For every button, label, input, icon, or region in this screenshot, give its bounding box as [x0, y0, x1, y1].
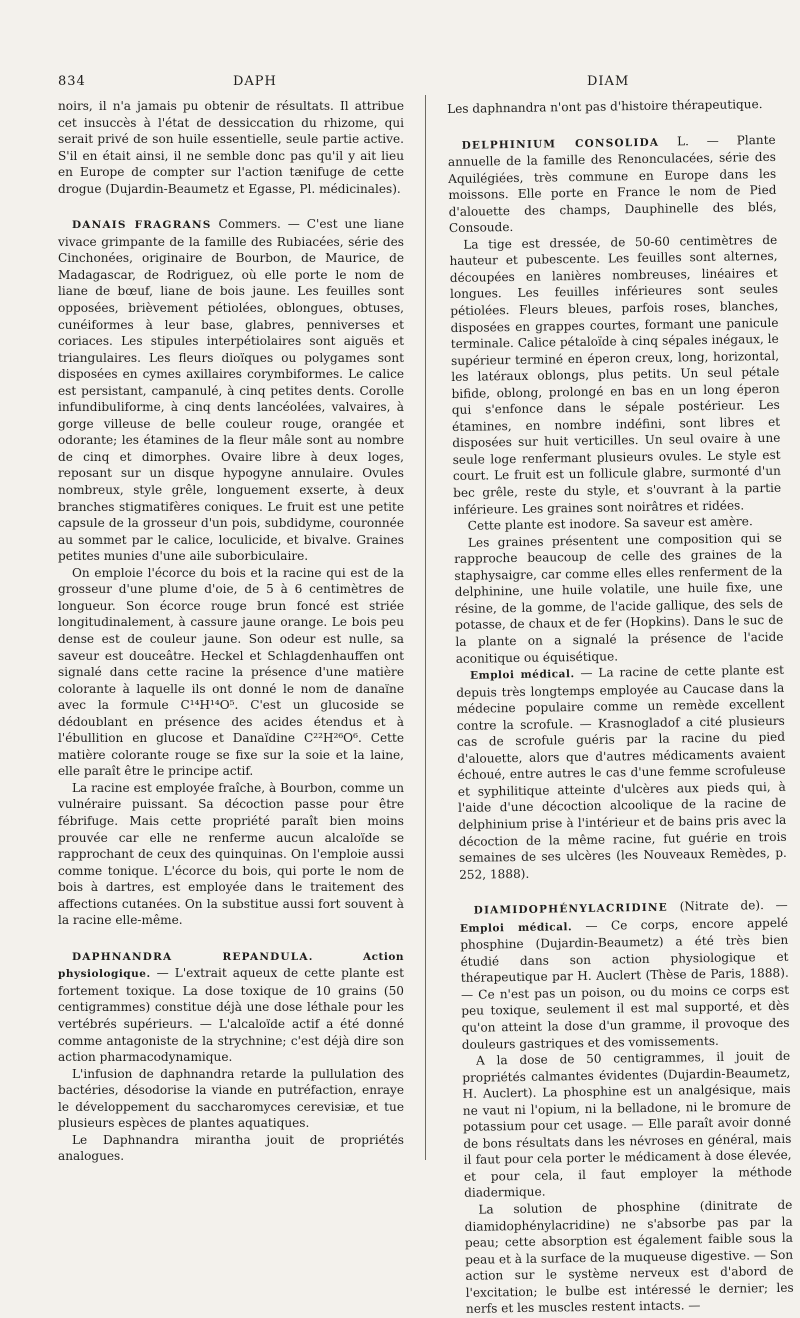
paragraph-text: noirs, il n'a jamais pu obtenir de résultats. Il attribue cet insuccès à l'état de dessiccation du rhizome, qui serait privé de son huile essentielle, seule partie active. S'il en était ainsi, il ne semble donc pas qu'il y ait lieu en Europe de compter sur l'action tænifuge de cette drogue (Dujardin-Beaumetz et Egasse, Pl. médicinales).	[58, 99, 404, 196]
paragraph-text: A la dose de 50 centigrammes, il jouit de propriétés calmantes évidentes (Dujardin-Beaumetz, H. Auclert). La phosphine est un analgésique, mais ne vaut ni l'opium, ni la belladone, ni le bromure de potassium pour cet usage. — Elle paraît avoir donné de bons résultats dans les névroses en général, mais il faut pour cela porter le médicament à dose élevée, et pour cela, il faut employer la méthode diadermique.	[462, 1048, 792, 1201]
running-head-left: DAPH	[233, 74, 277, 89]
paragraph-text: La tige est dressée, de 50-60 centimètres de hauteur et pubescente. Les feuilles sont alternes, découpées en lanières nombreuses, linéaires et longues. Les feuilles inférieures sont seules pétiolées. Fleurs bleues, parfois roses, blanches, disposées en grappes courtes, formant une panicule terminale. Calice pétaloïde à cinq sépales inégaux, le supérieur terminé en éperon creux, long, horizontal, les latéraux oblongs, plus petits. Un seul pétale bifide, oblong, prolongé en bas en un long éperon qui s'enfonce dans le sépale postérieur. Les étamines, en nombre indéfini, sont libres et disposées sur huit verticilles. Un seul ovaire à une seule loge renfermant plusieurs ovules. Le style est court. Le fruit est un follicule glabre, surmonté d'un bec grêle, reste du style, et s'ouvrant à la partie inférieure. Les graines sont noirâtres et ridées.	[449, 232, 782, 517]
paragraph	[58, 780, 404, 929]
dictionary-entry	[460, 897, 790, 1053]
paragraph-text: Cette plante est inodore. Sa saveur est amère.	[467, 514, 753, 533]
column-divider	[425, 95, 426, 1160]
paragraph	[449, 232, 781, 518]
entry-subheading: Action physiologique.	[58, 950, 404, 981]
entry-headword: DANAIS FRAGRANS	[72, 219, 212, 232]
section-heading: Emploi médical.	[469, 668, 575, 682]
paragraph-text: L. — Plante annuelle de la famille des Renonculacées, série des Aquilégiées, très commune en Europe dans les moissons. Elle porte en France le nom de Pied d'alouette des champs, Dauphinelle des blés, Consoude.	[447, 132, 777, 236]
paragraph	[58, 565, 404, 780]
entry-headword: DELPHINIUM CONSOLIDA	[461, 136, 660, 152]
paragraph-text: — L'extrait aqueux de cette plante est fortement toxique. La dose toxique de 10 grains (50 centigrammes) constitue déjà une dose léthale pour les vertébrés supérieurs. — L'alcaloïde actif a été donné comme antagoniste de la strychnine; c'est déjà dire son action pharmacodynamique.	[58, 966, 404, 1065]
paragraph	[462, 1048, 792, 1202]
paragraph-text: Commers. — C'est une liane vivace grimpante de la famille des Rubiacées, série des Cinchonées, originaire de Bourbon, de Maurice, de Madagascar, de Rodriguez, où elle porte le nom de liane de bœuf, liane de bois jaune. Les feuilles sont opposées, brièvement pétiolées, oblongues, obtuses, cunéiformes à leur base, glabres, penniverses et coriaces. Les stipules interpétiolaires sont aiguës et triangulaires. Les fleurs dioïques ou polygames sont disposées en cymes axillaires corymbiformes. Le calice est persistant, campanulé, à cinq petites dents. Corolle infundibuliforme, à cinq dents lancéolées, valvaires, à gorge villeuse de belle couleur rouge, orangée et odorante; les étamines de la fleur mâle sont au nombre de cinq et dimorphes. Ovaire libre à deux loges, reposant sur un disque hypogyne annulaire. Ovules nombreux, style grêle, longuement exserte, à deux branches stigmatifères coniques. Le fruit est une petite capsule de la grosseur d'un pois, subdidyme, couronnée au sommet par le calice, loculicide, et bivalve. Graines petites munies d'une aile suborbiculaire.	[58, 217, 404, 564]
right-column	[447, 96, 794, 1318]
paragraph-text: La solution de phosphine (dinitrate de diamidophénylacridine) ne s'absorbe pas par la peau; cette absorption est également faible sous la peau et à la surface de la muqueuse digestive. — Son action sur le système nerveux est d'abord de l'excitation; le bulbe est intéressé le dernier; les nerfs et les muscles restent intacts. —	[464, 1197, 794, 1317]
paragraph	[464, 1197, 794, 1318]
continued-paragraph	[58, 98, 404, 197]
paragraph-text: Les graines présentent une composition qui se rapproche beaucoup de celle des graines de la staphysaigre, car comme elles elles renferment de la delphinine, une huile volatile, une huile fixe, une résine, de la gomme, de l'acide gallique, des sels de potasse, de chaux et de fer (Hopkins). Dans le suc de la plante on a signalé la présence de l'acide aconitique ou équisétique.	[454, 530, 784, 666]
dictionary-entry	[58, 948, 404, 1066]
dictionary-entry	[58, 216, 404, 564]
left-column	[58, 98, 404, 1165]
paragraph-text: (Nitrate de). —	[667, 897, 788, 914]
paragraph	[58, 1066, 404, 1132]
entry-section	[456, 662, 787, 883]
entry-headword: DIAMIDOPHÉNYLACRIDINE	[473, 901, 669, 917]
paragraph-text: — La racine de cette plante est depuis très longtemps employée au Caucase dans la médecine populaire comme un remède excellent contre la scrofule. — Krasnogladof a cité plusieurs cas de scrofule guéris par la racine du pied d'alouette, alors que d'autres médicaments avaient échoué, entre autres le cas d'une femme scrofuleuse et syphilitique atteinte d'ulcères aux pieds qui, à l'aide d'une décoction alcoolique de la racine de delphinium prise à l'intérieur et de bains pris avec la décoction de la même racine, fut guérie en trois semaines de ses ulcères (les Nouveaux Remèdes, p. 252, 1888).	[456, 662, 787, 882]
paragraph-text: Le Daphnandra mirantha jouit de propriétés analogues.	[58, 1132, 404, 1164]
paragraph	[454, 529, 784, 667]
entry-headword: DAPHNANDRA REPANDULA.	[72, 950, 314, 963]
page-number: 834	[58, 74, 86, 89]
paragraph-text: On emploie l'écorce du bois et la racine qui est de la grosseur d'une plume d'oie, de 5 à 6 centimètres de longueur. Son écorce rouge brun foncé est striée longitudinalement, à cassure jaune orange. Le bois peu dense est de couleur jaune. Son odeur est nulle, sa saveur est douceâtre. Heckel et Schlagdenhauffen ont signalé dans cette racine la présence d'une matière colorante à laquelle ils ont donné le nom de danaïne avec la formule C¹⁴H¹⁴O⁵. C'est un glucoside se dédoublant en présence des acides étendus et à l'ébullition en glucose et Danaïdine C²²H²⁶O⁶. Cette matière colorante rouge se fixe sur la soie et la laine, elle paraît être le principe actif.	[58, 565, 404, 779]
paragraph	[58, 1132, 404, 1165]
paragraph-text: L'infusion de daphnandra retarde la pullulation des bactéries, désodorise la viande en putréfaction, enraye le développement du saccharomyces cerevisiæ, et tue plusieurs espèces de plantes aquatiques.	[58, 1066, 404, 1131]
paragraph-text: Les daphnandra n'ont pas d'histoire thérapeutique.	[447, 97, 763, 116]
continued-paragraph	[447, 96, 775, 118]
entry-subheading: Emploi médical.	[459, 920, 573, 935]
dictionary-entry	[448, 131, 778, 236]
running-head-right: DIAM	[587, 74, 630, 89]
paragraph-text: La racine est employée fraîche, à Bourbon, comme un vulnéraire puissant. Sa décoction passe pour être fébrifuge. Mais cette propriété paraît bien moins prouvée car elle ne renferme aucun alcaloïde se rapprochant de ceux des quinquinas. On l'emploie aussi comme tonique. L'écorce du bois, qui porte le nom de bois à dartres, est employée dans le traitement des affections cutanées. On la substitue aussi fort souvent à la racine elle-même.	[58, 780, 404, 928]
paragraph-text: — Ce corps, encore appelé phosphine (Dujardin-Beaumetz) a été très bien étudié dans son action physiologique et thérapeutique par H. Auclert (Thèse de Paris, 1888). — Ce n'est pas un poison, ou du moins ce corps est peu toxique, seulement il est mal supporté, et dès qu'on atteint la dose d'un gramme, il provoque des douleurs gastriques et des vomissements.	[460, 915, 790, 1052]
